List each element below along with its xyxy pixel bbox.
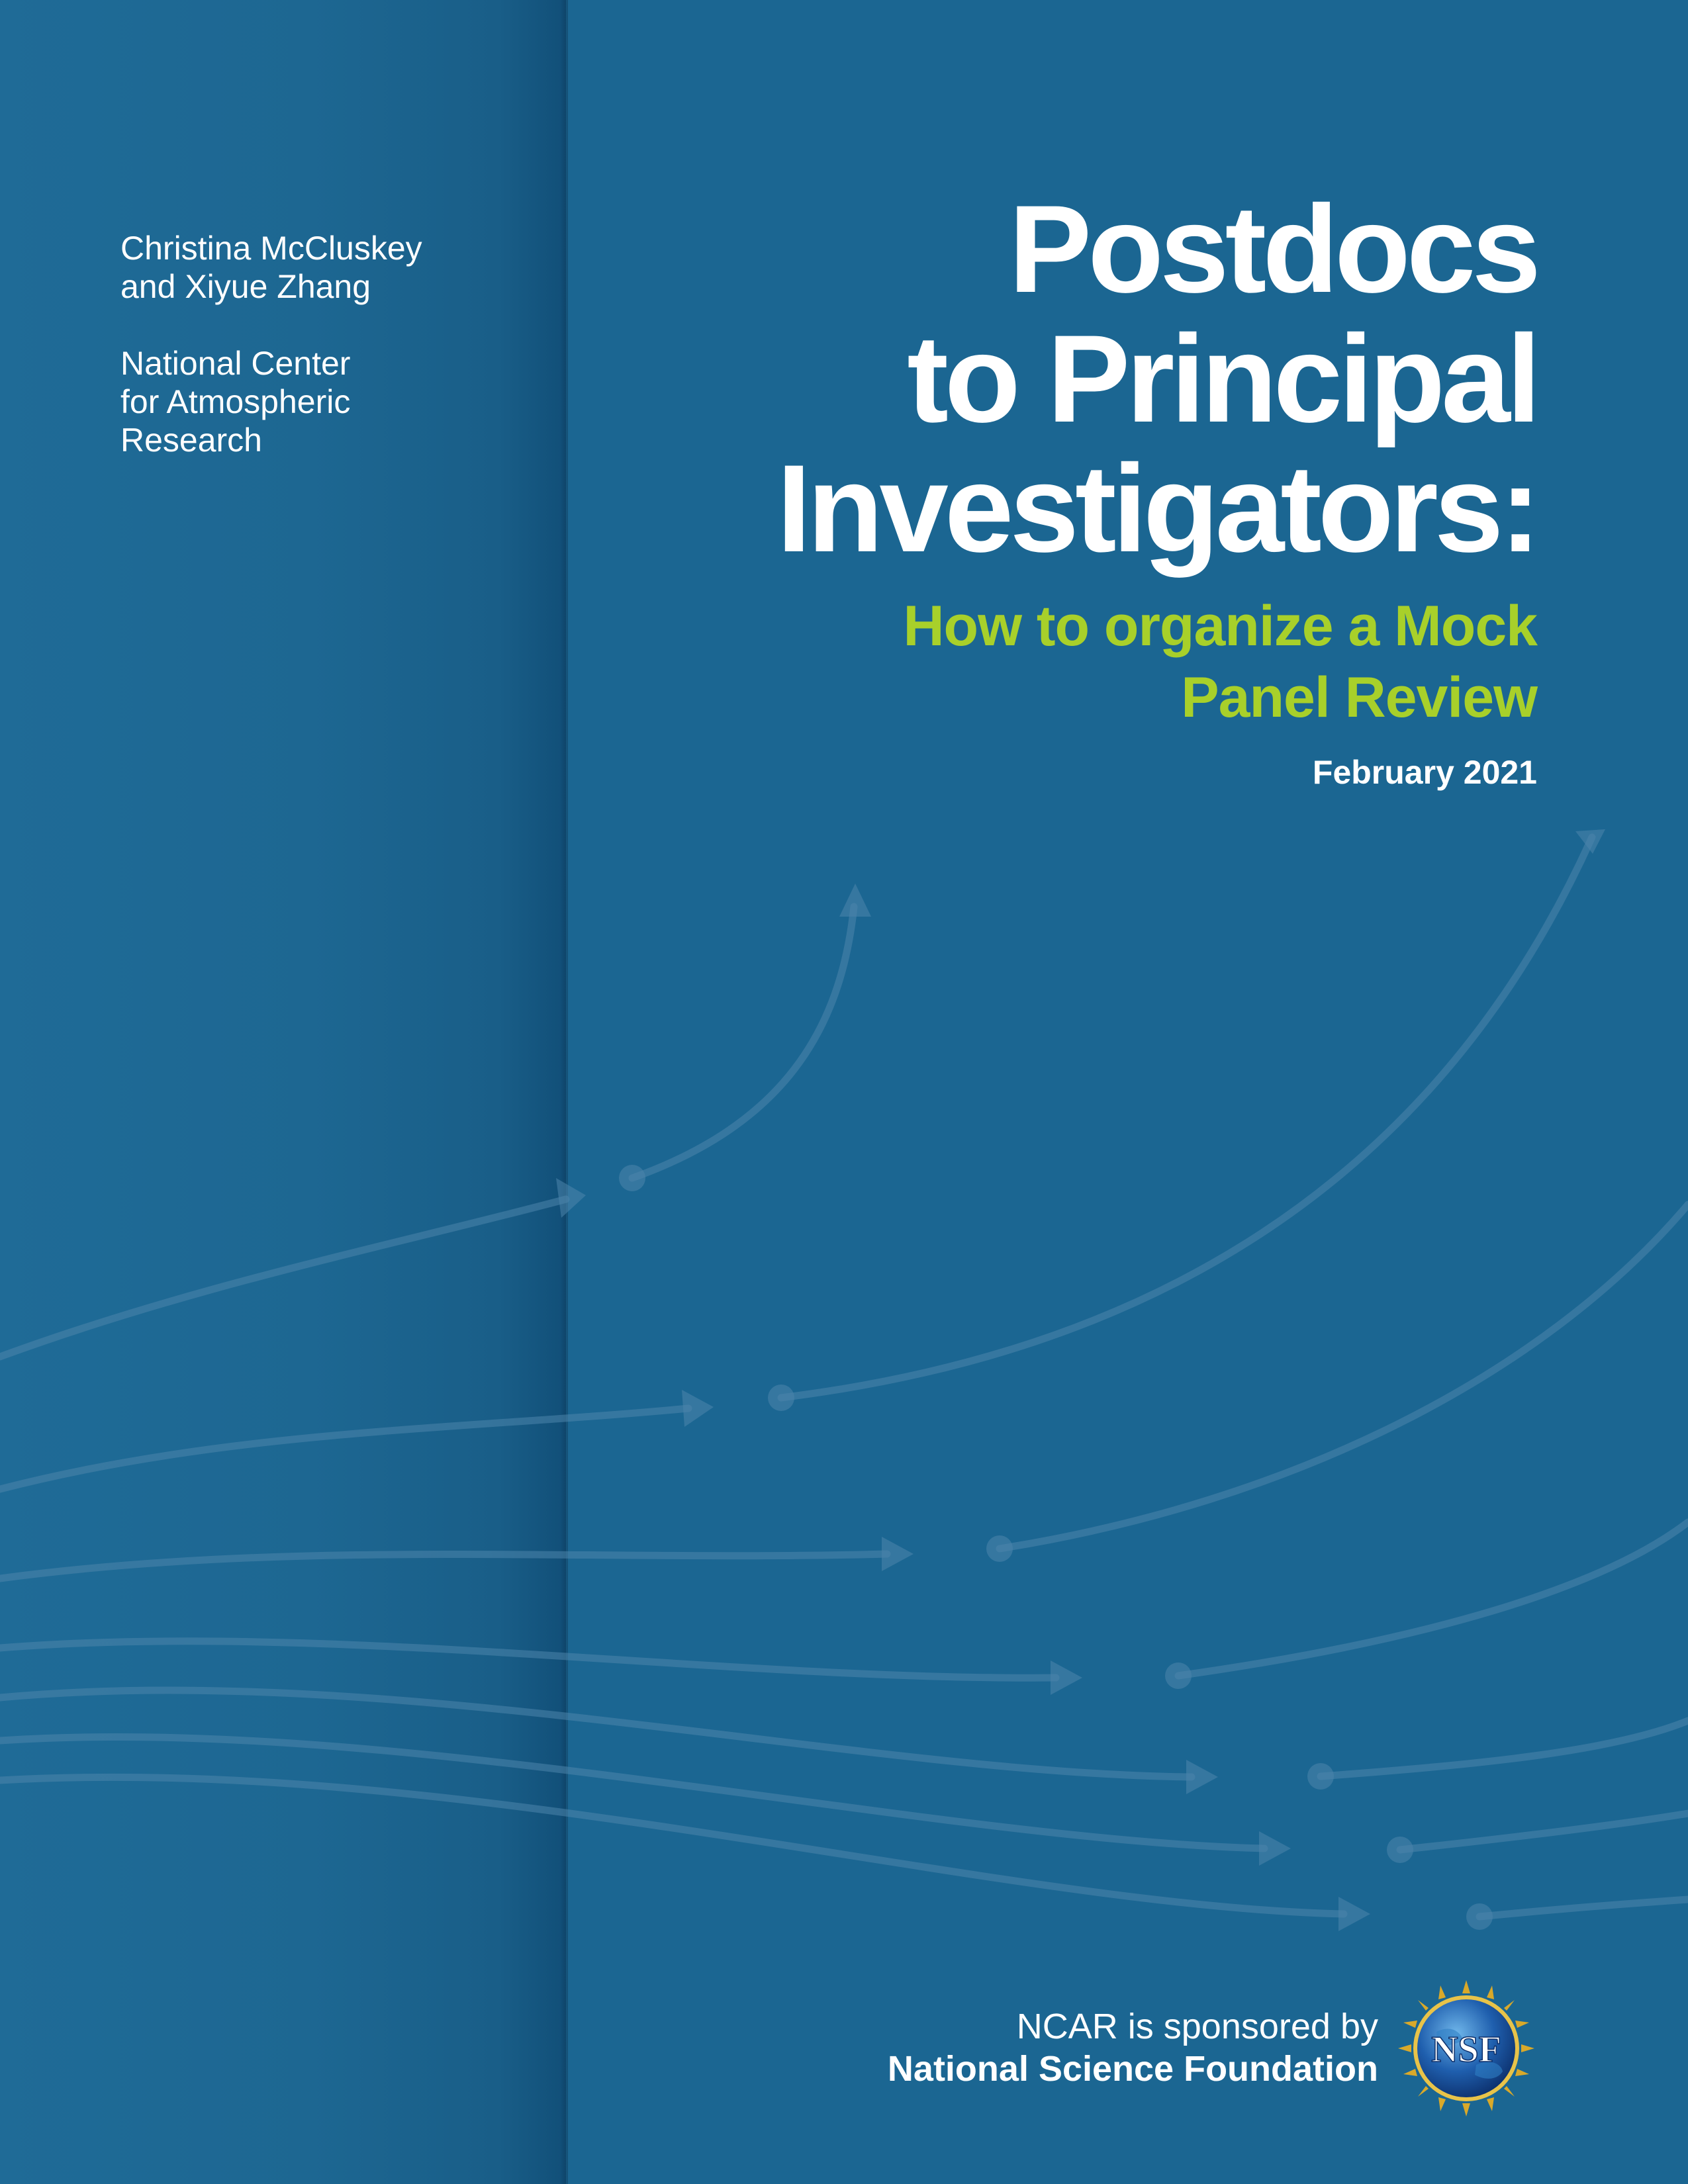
node-dot-icon	[986, 1535, 1013, 1562]
organization-line: Research	[120, 422, 262, 459]
arrow-path	[0, 1641, 1056, 1678]
title-line: Investigators:	[776, 439, 1537, 578]
node-dot-icon	[1307, 1763, 1334, 1790]
node-dot-icon	[619, 1165, 645, 1191]
subtitle-line: Panel Review	[1181, 666, 1537, 729]
organization-line: National Center	[120, 345, 351, 382]
arrow-path	[0, 1690, 1192, 1777]
arrow-path	[0, 1737, 1264, 1848]
nsf-logo-icon	[1397, 1979, 1536, 2118]
arrow-path	[781, 837, 1592, 1398]
organization-line: for Atmospheric	[120, 383, 351, 420]
arrowhead-icon	[1259, 1831, 1291, 1866]
title-line: to Principal	[907, 309, 1537, 448]
arrow-path	[632, 907, 854, 1178]
arrow-path	[0, 1554, 887, 1578]
arrowhead-icon	[1338, 1897, 1370, 1931]
author-names-line: Christina McCluskey	[120, 230, 422, 267]
sponsor-statement: NCAR is sponsored by	[1016, 2007, 1378, 2046]
arrowhead-icon	[556, 1178, 586, 1218]
arrowhead-icon	[1051, 1661, 1082, 1695]
document-title	[544, 179, 1537, 578]
title-line: Postdocs	[1008, 179, 1537, 318]
author-names-line: and Xiyue Zhang	[120, 268, 371, 305]
arrow-path	[1400, 1813, 1688, 1850]
arrowhead-icon	[882, 1537, 914, 1571]
publication-date: February 2021	[1312, 754, 1537, 791]
node-dot-icon	[1466, 1903, 1493, 1930]
document-subtitle	[544, 590, 1537, 733]
arrow-path	[0, 1199, 566, 1357]
arrow-path	[0, 1777, 1344, 1914]
nsf-logo-text: NSF	[1431, 2029, 1501, 2070]
arrow-path	[1479, 1899, 1688, 1917]
sponsor-name: National Science Foundation	[887, 2049, 1378, 2089]
arrowhead-icon	[1575, 829, 1605, 854]
author-block	[120, 229, 531, 459]
arrow-path	[1000, 1205, 1688, 1549]
arrowhead-icon	[839, 884, 871, 917]
arrowhead-icon	[682, 1390, 714, 1427]
arrow-path	[1178, 1522, 1688, 1676]
arrowhead-icon	[1186, 1760, 1218, 1794]
arrow-path	[1321, 1721, 1688, 1776]
node-dot-icon	[768, 1385, 794, 1411]
arrow-path	[0, 1408, 688, 1489]
title-block	[544, 179, 1537, 792]
node-dot-icon	[1165, 1662, 1192, 1689]
subtitle-line: How to organize a Mock	[903, 594, 1537, 658]
sponsor-block	[888, 2005, 1378, 2090]
node-dot-icon	[1387, 1837, 1413, 1863]
